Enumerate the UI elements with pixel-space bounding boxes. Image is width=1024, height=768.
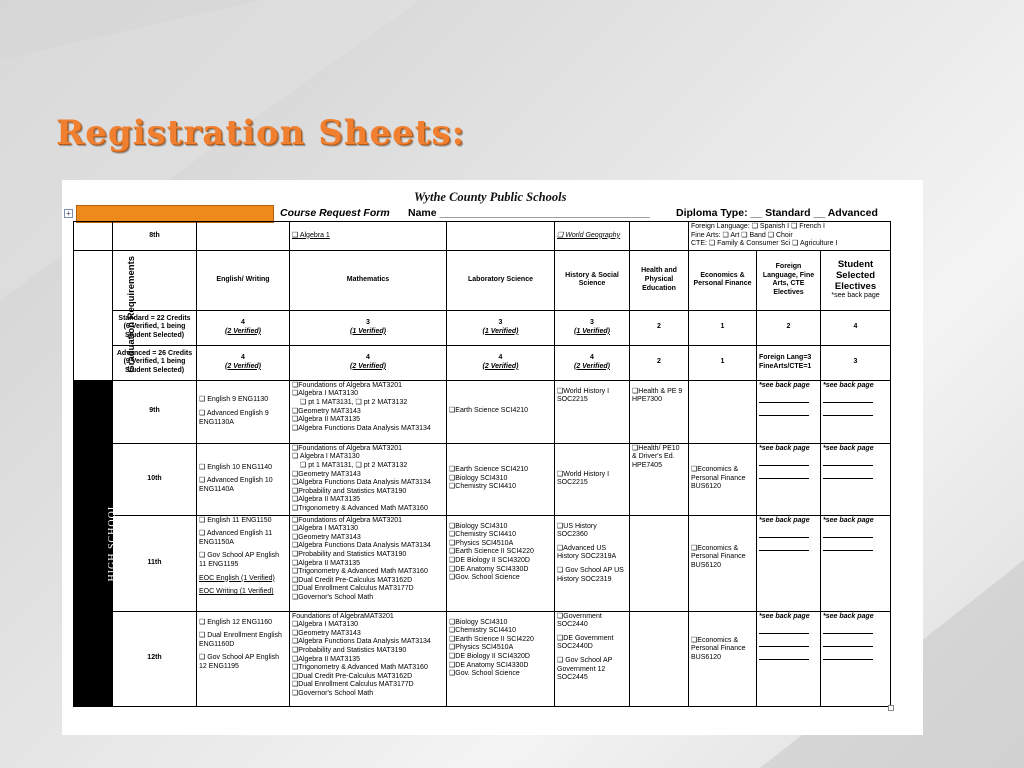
header-row <box>74 250 891 310</box>
graduation-requirements-label: Graduation Requirements <box>74 250 113 380</box>
row-9th: HIGH SCHOOL 9th ❑ English 9 ENG1130 ❑ Advanced English 9 ENG1130A ❑Foundations of Algebra MAT3201 ❑Algebra I MAT3130 ❑ pt 1 MAT3131, ❑ pt 2 MAT3132 ❑Geometry MAT3143 ❑Algebra II MAT3135 ❑Algebra Functions Data Analysis MAT3134 ❑Earth Science SCI4210 ❑World History I SOC2215 ❑Health & PE 9 HPE7300 *see back page *see back page <box>74 380 891 443</box>
school-name: Wythe County Public Schools <box>414 190 567 204</box>
header-foreign: Foreign Language, Fine Arts, CTE Electives <box>757 250 821 310</box>
high-school-label: HIGH SCHOOL <box>74 380 113 706</box>
name-field: Name ____________________________________ <box>408 207 650 219</box>
elective-options: Foreign Language: ❑ Spanish I ❑ French I Fine Arts: ❑ Art ❑ Band ❑ Choir CTE: ❑ Family & Consumer Sci ❑ Agriculture I <box>689 222 891 251</box>
row-12th: 12th ❑ English 12 ENG1160 ❑ Dual Enrollment English ENG1160D ❑ Gov School AP English 12 ENG1195 Foundations of AlgebraMAT3201 ❑Algebra I MAT3130 ❑Geometry MAT3143 ❑Algebra Functions Data Analysis MAT3134 ❑Probability and Statistics MAT3190 ❑Algebra II MAT3135 ❑Trigonometry & Advanced Math MAT3160 ❑Dual Credit Pre-Calculus MAT3162D ❑Dual Enrollment Calculus MAT3177D ❑Governor's School Math ❑Biology SCI4310 ❑Chemistry SCI4410 ❑Earth Science II SCI4220 ❑Physics SCI4510A ❑DE Biology II SCI4320D ❑DE Anatomy SCI4330D ❑Gov. School Science ❑Government SOC2440 ❑DE Government SOC2440D ❑ Gov School AP Government 12 SOC2445 ❑Economics & Personal Finance BUS6120 *see back page *see back page <box>74 611 891 706</box>
grade-label: 8th <box>113 222 197 251</box>
table-move-handle-icon[interactable]: + <box>64 209 73 218</box>
advanced-label: Advanced = 26 Credits (9 Verified, 1 being Student Selected) <box>113 345 197 380</box>
checkbox-algebra1[interactable]: ❑ Algebra 1 <box>292 231 330 239</box>
course-grid <box>73 221 891 707</box>
header-science: Laboratory Science <box>447 250 555 310</box>
header-math: Mathematics <box>290 250 447 310</box>
row-8th <box>74 222 891 251</box>
checkbox-world-geography[interactable]: ❑ World Geography <box>557 231 621 239</box>
header-health: Health and Physical Education <box>630 250 689 310</box>
standard-row: Standard = 22 Credits (6 Verified, 1 being Student Selected) 4 (2 Verified) 3 (1 Verified) 3 (1 Verified) 3 (1 Verified) 2 1 2 4 <box>74 310 891 345</box>
row-11th: 11th ❑ English 11 ENG1150 ❑ Advanced English 11 ENG1150A ❑ Gov School AP English 11 ENG1195 EOC English (1 Verified) EOC Writing (1 Verified) ❑Foundations of Algebra MAT3201 ❑Algebra I MAT3130 ❑Geometry MAT3143 ❑Algebra Functions Data Analysis MAT3134 ❑Probability and Statistics MAT3190 ❑Algebra II MAT3135 ❑Trigonometry & Advanced Math MAT3160 ❑Dual Credit Pre-Calculus MAT3162D ❑Dual Enrollment Calculus MAT3177D ❑Governor's School Math ❑Biology SCI4310 ❑Chemistry SCI4410 ❑Physics SCI4510A ❑Earth Science II SCI4220 ❑DE Biology II SCI4320D ❑DE Anatomy SCI4330D ❑Gov. School Science ❑US History SOC2360 ❑Advanced US History SOC2319A ❑ Gov School AP US History SOC2319 ❑Economics & Personal Finance BUS6120 *see back page *see back page <box>74 515 891 611</box>
header-econ: Economics & Personal Finance <box>689 250 757 310</box>
resize-handle[interactable] <box>888 705 894 711</box>
row-10th: 10th ❑ English 10 ENG1140 ❑ Advanced English 10 ENG1140A ❑Foundations of Algebra MAT3201 ❑ Algebra I MAT3130 ❑ pt 1 MAT3131, ❑ pt 2 MAT3132 ❑Geometry MAT3143 ❑Algebra Functions Data Analysis MAT3134 ❑Probability and Statistics MAT3190 ❑Algebra II MAT3135 ❑Trigonometry & Advanced Math MAT3160 ❑Earth Science SCI4210 ❑Biology SCI4310 ❑Chemistry SCI4410 ❑World History I SOC2215 ❑Health/ PE10 & Driver's Ed. HPE7405 ❑Economics & Personal Finance BUS6120 *see back page *see back page <box>74 443 891 515</box>
form-title: Course Request Form <box>280 207 390 219</box>
diploma-type: Diploma Type: __ Standard __ Advanced <box>676 207 878 219</box>
slide-title: Registration Sheets: <box>56 113 466 153</box>
header-english: English/ Writing <box>197 250 290 310</box>
standard-label: Standard = 22 Credits (6 Verified, 1 being Student Selected) <box>113 310 197 345</box>
header-electives: Student Selected Electives *see back page <box>821 250 891 310</box>
header-history: History & Social Science <box>555 250 630 310</box>
advanced-row: Advanced = 26 Credits (9 Verified, 1 being Student Selected) 4 (2 Verified) 4 (2 Verified) 4 (2 Verified) 4 (2 Verified) 2 1 Foreign Lang=3 FineArts/CTE=1 3 <box>74 345 891 380</box>
